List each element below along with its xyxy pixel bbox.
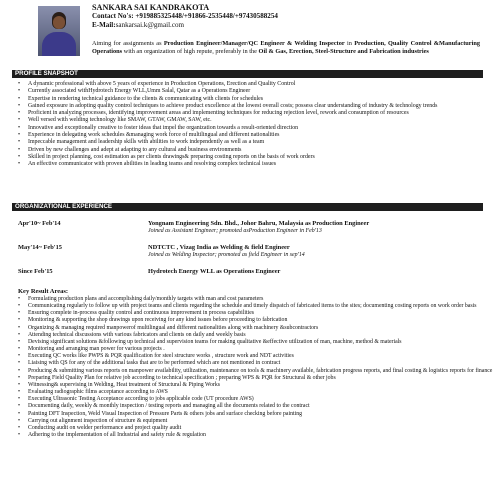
snapshot-item: • Experience in delegating work schedules &managing work force of multilingual and different nationalities bbox=[28, 132, 495, 139]
objective-areas: Production, Quality Control &Manufacturing Operations bbox=[92, 40, 480, 55]
objective-part2: in bbox=[344, 40, 355, 47]
profile-snapshot-list bbox=[12, 81, 495, 169]
experience-dates: May'14~ Feb'15 bbox=[18, 244, 62, 251]
profile-snapshot-header: PROFILE SNAPSHOT bbox=[12, 70, 483, 78]
kra-item: • Documenting daily, weekly & monthly inspection / testing reports and managing all the documents related to the contract bbox=[28, 403, 495, 410]
experience-note: Joined as Assistant Engineer; promoted asProduction Engineer in Feb'13 bbox=[148, 228, 322, 234]
objective-sectors: Oil & Gas, Erection, Steel-Structure and Fabrication industries bbox=[258, 48, 429, 55]
kra-item: • Conducting audit on welder performance and project quality audit bbox=[28, 425, 495, 432]
kra-item: • Devising significant solutions &following up technical and supervision teams for making qualitative &effective utilization of man, machine, method & materials bbox=[28, 339, 495, 346]
kra-item: • Preparing Field Quality Plan for relative job according to technical specification ; preparing WPS & PQR for Structural & other jobs bbox=[28, 375, 495, 382]
resume-header bbox=[92, 4, 482, 29]
kra-item: • Organizing & managing required manpowerof multilingual and different nationalities along with machinery &subcontractors bbox=[28, 325, 495, 332]
snapshot-item: • A dynamic professional with above 5 years of experience in Production Operations, Erection and Quality Control bbox=[28, 81, 495, 88]
experience-note: Joined as Welding Inspector; promoted as field Engineer in sep'14 bbox=[148, 252, 305, 258]
organizational-experience-header: ORGANIZATIONAL EXPERIENCE bbox=[12, 203, 483, 211]
kra-item: • Liaising with QS for any of the additional tasks that are to be performed which are not mentioned in contract bbox=[28, 360, 495, 367]
objective-part3: with an organization of high repute, preferably in the bbox=[122, 48, 259, 55]
kra-item: • Producing & submitting various reports on manpower availability, utilization, maintenance on tools & machinery available, fabrication progress reports, and final costing & logistics reports for finance bbox=[28, 368, 495, 375]
kra-item: • Carrying out alignment inspection of structure & equipment bbox=[28, 418, 495, 425]
experience-dates: Since Feb'15 bbox=[18, 268, 53, 275]
email-line bbox=[92, 21, 482, 29]
kra-item: • Monitoring & supporting the shop drawings upon receiving for any kind issues before proceeding to fabrication bbox=[28, 317, 495, 324]
contact-line bbox=[92, 12, 482, 20]
contact-label: Contact No's: bbox=[92, 12, 134, 21]
experience-dates: Apr'10~ Feb'14 bbox=[18, 220, 61, 227]
candidate-name: SANKARA SAI KANDRAKOTA bbox=[92, 3, 210, 12]
objective-part1: Aiming for assignments as bbox=[92, 40, 164, 47]
snapshot-item: • Impeccable management and leadership skills with abilities to work independently as well as a team bbox=[28, 139, 495, 146]
snapshot-item: • Gained exposure in adopting quality control techniques to achieve product excellence at the lowest overall costs; possess clear understanding of industry & technology trends bbox=[28, 103, 495, 110]
snapshot-item: • Innovative and exceptionally creative to foster ideas that impel the organization towards a result-oriented direction bbox=[28, 125, 495, 132]
objective-text bbox=[92, 40, 480, 56]
email-label: E-Mail: bbox=[92, 20, 116, 29]
contact-numbers: +919885325448/+91866-2535448/+97430588254 bbox=[135, 12, 278, 21]
snapshot-item: • Well versed with welding technology like SMAW, GTAW, GMAW, SAW, etc. bbox=[28, 117, 495, 124]
snapshot-item: • Driven by new challenges and adept at adapting to any cultural and business environments bbox=[28, 147, 495, 154]
kra-item: • Formulating production plans and accomplishing daily/monthly targets with man and cost parameters bbox=[28, 296, 495, 303]
snapshot-item: • Skilled in project planning, cost estimation as per clients drawings& preparing costing reports on the basis of work orders bbox=[28, 154, 495, 161]
kra-item: • Evaluating radiographic films acceptance according to AWS bbox=[28, 389, 495, 396]
key-result-areas-title: Key Result Areas: bbox=[18, 288, 69, 295]
experience-company: Yongnam Engineering Sdn. Bhd., Johor Bahru, Malaysia as Production Engineer bbox=[148, 220, 370, 227]
snapshot-item: • An effective communicator with proven abilities in leading teams and resolving complex technical issues bbox=[28, 161, 495, 168]
snapshot-item: • Expertise in rendering technical guidance to the clients & communicating with clients for schedules bbox=[28, 96, 495, 103]
kra-item: • Executing QC works like PWPS & PQR qualification for steel structure works , structure work and NDT activities bbox=[28, 353, 495, 360]
email-address[interactable]: sankarsai.k@gmail.com bbox=[115, 20, 185, 29]
experience-company: NDTCTC , Vizag India as Welding & field Engineer bbox=[148, 244, 290, 251]
profile-photo bbox=[38, 6, 80, 56]
objective-roles: Production Engineer/Manager/QC Engineer & Welding Inspector bbox=[163, 40, 345, 47]
kra-item: • Adhering to the implementation of all Industrial and safety rule & regulation bbox=[28, 432, 495, 439]
kra-item: • Painting DFT Inspection, Weld Visual Inspection of Pressure Parts & others jobs and surface checking before painting bbox=[28, 411, 495, 418]
key-result-areas-list bbox=[12, 296, 495, 439]
resume-page bbox=[12, 3, 493, 491]
kra-item: • Ensuring complete in-process quality control and continuous improvement in process capabilities bbox=[28, 310, 495, 317]
kra-item: • Witnessing& supervising in Welding, Heat treatment of Structural & Piping Works bbox=[28, 382, 495, 389]
kra-item: • Executing Ultrasonic Testing Acceptance according to jobs applicable code (UT procedure AWS) bbox=[28, 396, 495, 403]
snapshot-item: • Proficient in analyzing processes, identifying improvement areas and implementing techniques for reducing rejection level, rework and consumption of resources bbox=[28, 110, 495, 117]
snapshot-item: • Currently associated withHydrotech Energy WLL,Umm Salal, Qatar as a Operations Engineer bbox=[28, 88, 495, 95]
kra-item: • Attending technical discussions with various fabricators and clients on daily and weekly basis bbox=[28, 332, 495, 339]
kra-item: • Communicating regularly to follow up with project teams and clients regarding the schedule and timely dispatch of fabricated items to the sites; documenting costing reports on work order basis bbox=[28, 303, 495, 310]
experience-company: Hydrotech Energy WLL as Operations Engineer bbox=[148, 268, 281, 275]
kra-item: • Monitoring and arranging man power for various projects . bbox=[28, 346, 495, 353]
